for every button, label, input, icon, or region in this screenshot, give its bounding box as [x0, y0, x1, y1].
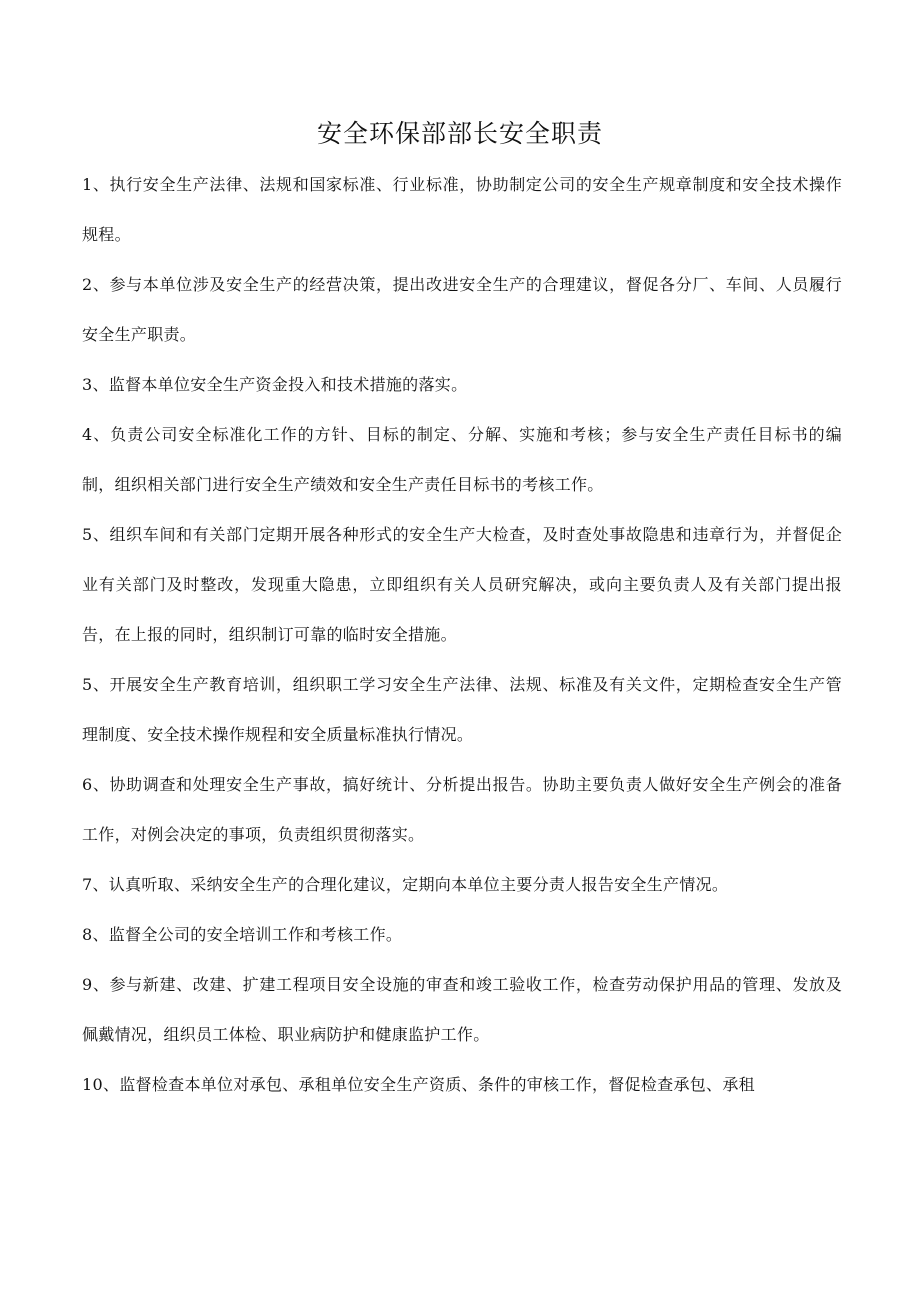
- clause-10: 10、监督检查本单位对承包、承租单位安全生产资质、条件的审核工作，督促检查承包、承租: [82, 1075, 755, 1094]
- clause-8: 8、监督全公司的安全培训工作和考核工作。: [82, 925, 403, 944]
- clause-9: 9、参与新建、改建、扩建工程项目安全设施的审查和竣工验收工作，检查劳动保护用品的管理、发放及佩戴情况，组织员工体检、职业病防护和健康监护工作。: [82, 975, 842, 1044]
- clause-1: 1、执行安全生产法律、法规和国家标准、行业标准，协助制定公司的安全生产规章制度和安全技术操作规程。: [82, 175, 842, 244]
- clause-3: 3、监督本单位安全生产资金投入和技术措施的落实。: [82, 375, 468, 394]
- clause-5b: 5、开展安全生产教育培训，组织职工学习安全生产法律、法规、标准及有关文件，定期检查安全生产管理制度、安全技术操作规程和安全质量标准执行情况。: [82, 675, 842, 744]
- document-title: 安全环保部部长安全职责: [316, 119, 603, 148]
- clause-6: 6、协助调查和处理安全生产事故，搞好统计、分析提出报告。协助主要负责人做好安全生产例会的准备工作，对例会决定的事项，负责组织贯彻落实。: [82, 775, 842, 844]
- clause-2: 2、参与本单位涉及安全生产的经营决策，提出改进安全生产的合理建议，督促各分厂、车间、人员履行安全生产职责。: [82, 275, 842, 344]
- clause-5: 5、组织车间和有关部门定期开展各种形式的安全生产大检查，及时查处事故隐患和违章行为，并督促企业有关部门及时整改，发现重大隐患，立即组织有关人员研究解决，或向主要负责人及有关部门提出报告，在上报的同时，组织制订可靠的临时安全措施。: [82, 525, 842, 644]
- clause-4: 4、负责公司安全标准化工作的方针、目标的制定、分解、实施和考核；参与安全生产责任目标书的编制，组织相关部门进行安全生产绩效和安全生产责任目标书的考核工作。: [82, 425, 842, 494]
- document-body: [82, 160, 842, 1110]
- clause-7: 7、认真听取、采纳安全生产的合理化建议，定期向本单位主要分责人报告安全生产情况。: [82, 875, 729, 894]
